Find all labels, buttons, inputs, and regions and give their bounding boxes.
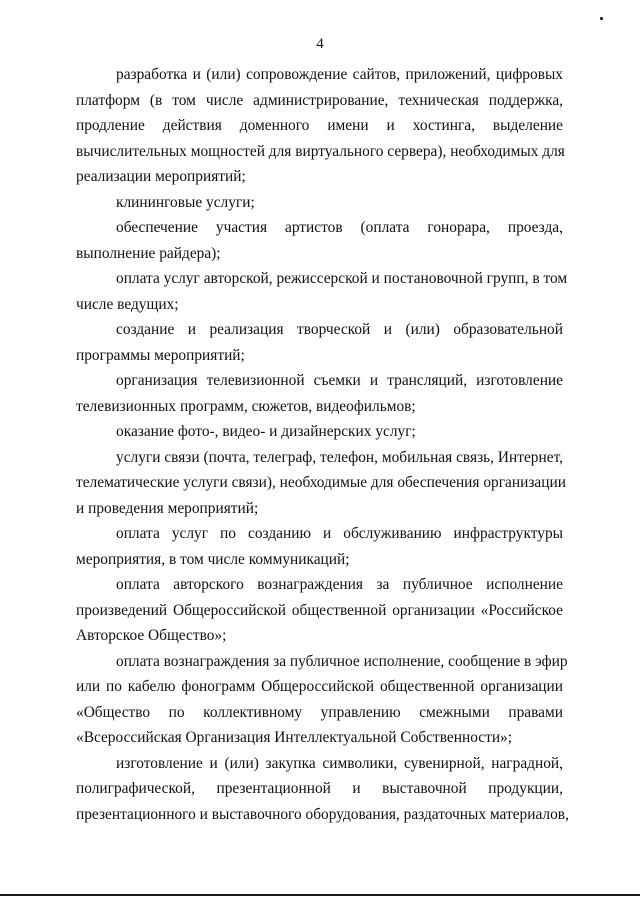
text-line: услуги связи (почта, телеграф, телефон, мобильная связь, Интернет, (116, 448, 563, 466)
text-line: мероприятия, в том числе коммуникаций; (76, 550, 350, 568)
scan-bottom-edge (0, 894, 640, 896)
text-line: числе ведущих; (76, 295, 179, 313)
text-line: презентационного и выставочного оборудования, раздаточных материалов, (76, 805, 569, 823)
text-line: телевизионных программ, сюжетов, видеофильмов; (76, 397, 416, 415)
text-line: обеспечение участия артистов (оплата гонорара, проезда, (116, 219, 563, 236)
text-line: телематические услуги связи), необходимые для обеспечения организации (76, 474, 566, 491)
text-line: изготовление и (или) закупка символики, сувенирной, наградной, (116, 754, 563, 772)
text-line: оплата вознаграждения за публичное исполнение, сообщение в эфир (116, 652, 568, 670)
text-line: оказание фото-, видео- и дизайнерских услуг; (116, 423, 416, 440)
text-line: клининговые услуги; (116, 193, 255, 211)
page-number: 4 (316, 36, 324, 52)
text-line: платформ (в том числе администрирование, техническая поддержка, (76, 91, 563, 109)
text-line: выполнение райдера); (76, 244, 221, 262)
text-line: организация телевизионной съемки и трансляций, изготовление (116, 372, 563, 389)
text-line: вычислительных мощностей для виртуального сервера), необходимых для (76, 142, 565, 160)
text-line: создание и реализация творческой и (или) образовательной (116, 321, 563, 338)
text-line: Авторское Общество»; (76, 627, 227, 644)
text-line: оплата авторского вознаграждения за публичное исполнение (116, 576, 563, 593)
text-line: полиграфической, презентационной и выставочной продукции, (76, 780, 563, 797)
text-line: произведений Общероссийской общественной организации «Российское (76, 601, 563, 619)
text-line: оплата услуг по созданию и обслуживанию инфраструктуры (116, 525, 563, 542)
scan-speck (600, 17, 603, 20)
text-line: «Общество по коллективному управлению смежными правами (76, 703, 563, 721)
text-line: разработка и (или) сопровождение сайтов, приложений, цифровых (116, 66, 563, 83)
text-line: или по кабелю фонограмм Общероссийской общественной организации (76, 678, 563, 695)
body-text (76, 62, 569, 827)
text-line: оплата услуг авторской, режиссерской и постановочной групп, в том (116, 270, 568, 287)
text-line: и проведения мероприятий; (76, 499, 259, 517)
text-line: реализации мероприятий; (76, 168, 246, 185)
text-line: продление действия доменного имени и хостинга, выделение (76, 117, 563, 134)
text-line: программы мероприятий; (76, 346, 245, 364)
text-line: «Всероссийская Организация Интеллектуальной Собственности»; (76, 729, 513, 746)
